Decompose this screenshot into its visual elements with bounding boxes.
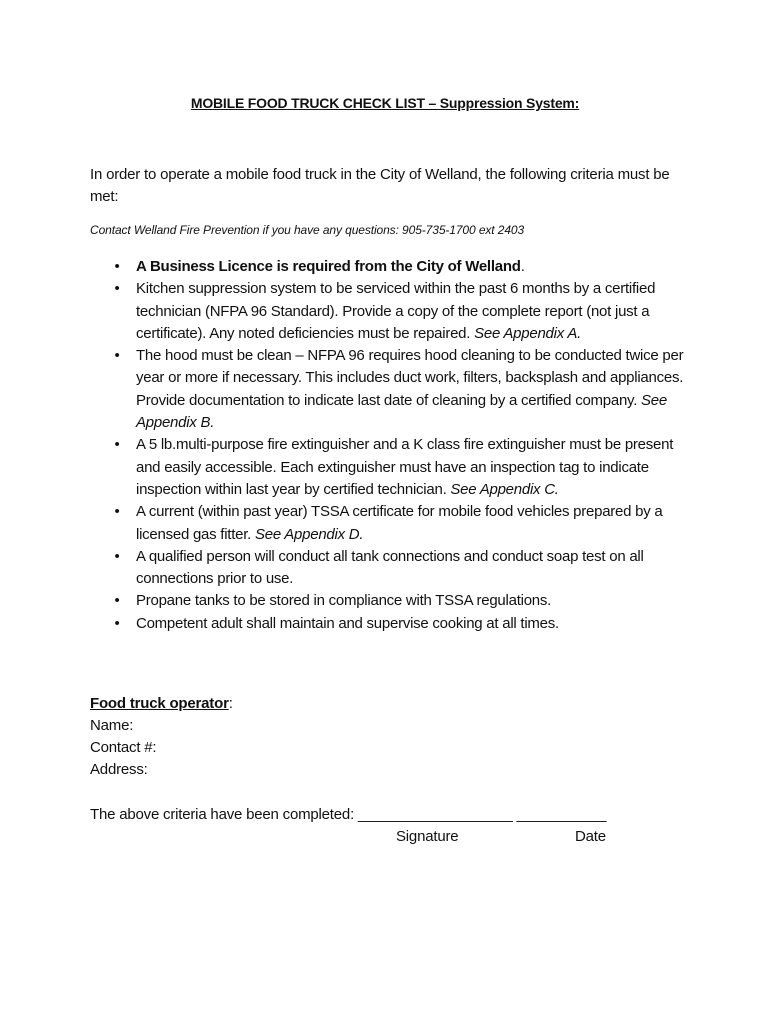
date-label: Date bbox=[575, 828, 606, 845]
signature-label: Signature bbox=[396, 828, 459, 845]
criteria-appendix-ref: See Appendix B. bbox=[136, 391, 667, 432]
bullet-icon: • bbox=[114, 614, 120, 632]
criteria-item bbox=[110, 278, 695, 345]
intro-paragraph: In order to operate a mobile food truck in the City of Welland, the following criteria must be met: bbox=[90, 166, 670, 205]
criteria-text: A qualified person will conduct all tank connections and conduct soap test on all connections prior to use. bbox=[136, 547, 644, 588]
bullet-icon: • bbox=[114, 503, 120, 521]
signoff-section bbox=[90, 804, 690, 854]
contact-note: Contact Welland Fire Prevention if you have any questions: 905-735-1700 ext 2403 bbox=[90, 223, 525, 237]
bullet-icon: • bbox=[114, 592, 120, 610]
bullet-icon: • bbox=[114, 436, 120, 454]
criteria-item bbox=[110, 345, 695, 434]
criteria-appendix-ref: See Appendix D. bbox=[254, 525, 364, 543]
bullet-icon: • bbox=[114, 547, 120, 565]
criteria-item bbox=[110, 613, 695, 635]
document-title: MOBILE FOOD TRUCK CHECK LIST – Suppression System: bbox=[190, 95, 580, 111]
criteria-text: . bbox=[520, 258, 525, 275]
criteria-list bbox=[110, 256, 695, 635]
criteria-item bbox=[110, 546, 695, 591]
criteria-text: A current (within past year) TSSA certificate for mobile food vehicles prepared by a licensed gas fitter. bbox=[136, 503, 663, 543]
criteria-text: Kitchen suppression system to be serviced within the past 6 months by a certified technician (NFPA 96 Standard). Provide a copy of the complete report (not just a certificate). Any noted deficiencies must be repaired. bbox=[136, 280, 656, 342]
operator-name-label: Name: bbox=[90, 717, 134, 734]
bullet-icon: • bbox=[114, 280, 120, 298]
criteria-text: A 5 lb.multi-purpose fire extinguisher and a K class fire extinguisher must be present and easily accessible. Each extinguisher must have an inspection tag to indicate inspection within last year by certified technician. bbox=[136, 436, 674, 498]
bullet-icon: • bbox=[114, 258, 120, 275]
criteria-appendix-ref: See Appendix A. bbox=[474, 324, 581, 342]
operator-contact-label: Contact #: bbox=[90, 739, 157, 756]
criteria-bold-text: A Business Licence is required from the City of Welland bbox=[136, 258, 521, 275]
criteria-text: The hood must be clean – NFPA 96 requires hood cleaning to be conducted twice per year or more if necessary. This includes duct work, filters, backsplash and appliances. Provide documentation to indicate last date of cleaning by a certified company. bbox=[136, 347, 684, 409]
criteria-appendix-ref: See Appendix C. bbox=[450, 480, 559, 498]
operator-section bbox=[90, 693, 690, 781]
criteria-item bbox=[110, 501, 695, 546]
criteria-text: Propane tanks to be stored in compliance with TSSA regulations. bbox=[136, 592, 552, 610]
bullet-icon: • bbox=[114, 347, 120, 365]
criteria-item bbox=[110, 256, 695, 278]
criteria-item bbox=[110, 590, 695, 612]
completion-statement: The above criteria have been completed: ___________________ ___________ bbox=[90, 806, 607, 823]
operator-heading: Food truck operator bbox=[90, 695, 229, 712]
operator-address-label: Address: bbox=[90, 761, 148, 778]
criteria-text: Competent adult shall maintain and supervise cooking at all times. bbox=[136, 614, 559, 632]
operator-heading-line bbox=[90, 693, 690, 715]
operator-heading-colon: : bbox=[228, 695, 233, 712]
criteria-item bbox=[110, 434, 695, 501]
